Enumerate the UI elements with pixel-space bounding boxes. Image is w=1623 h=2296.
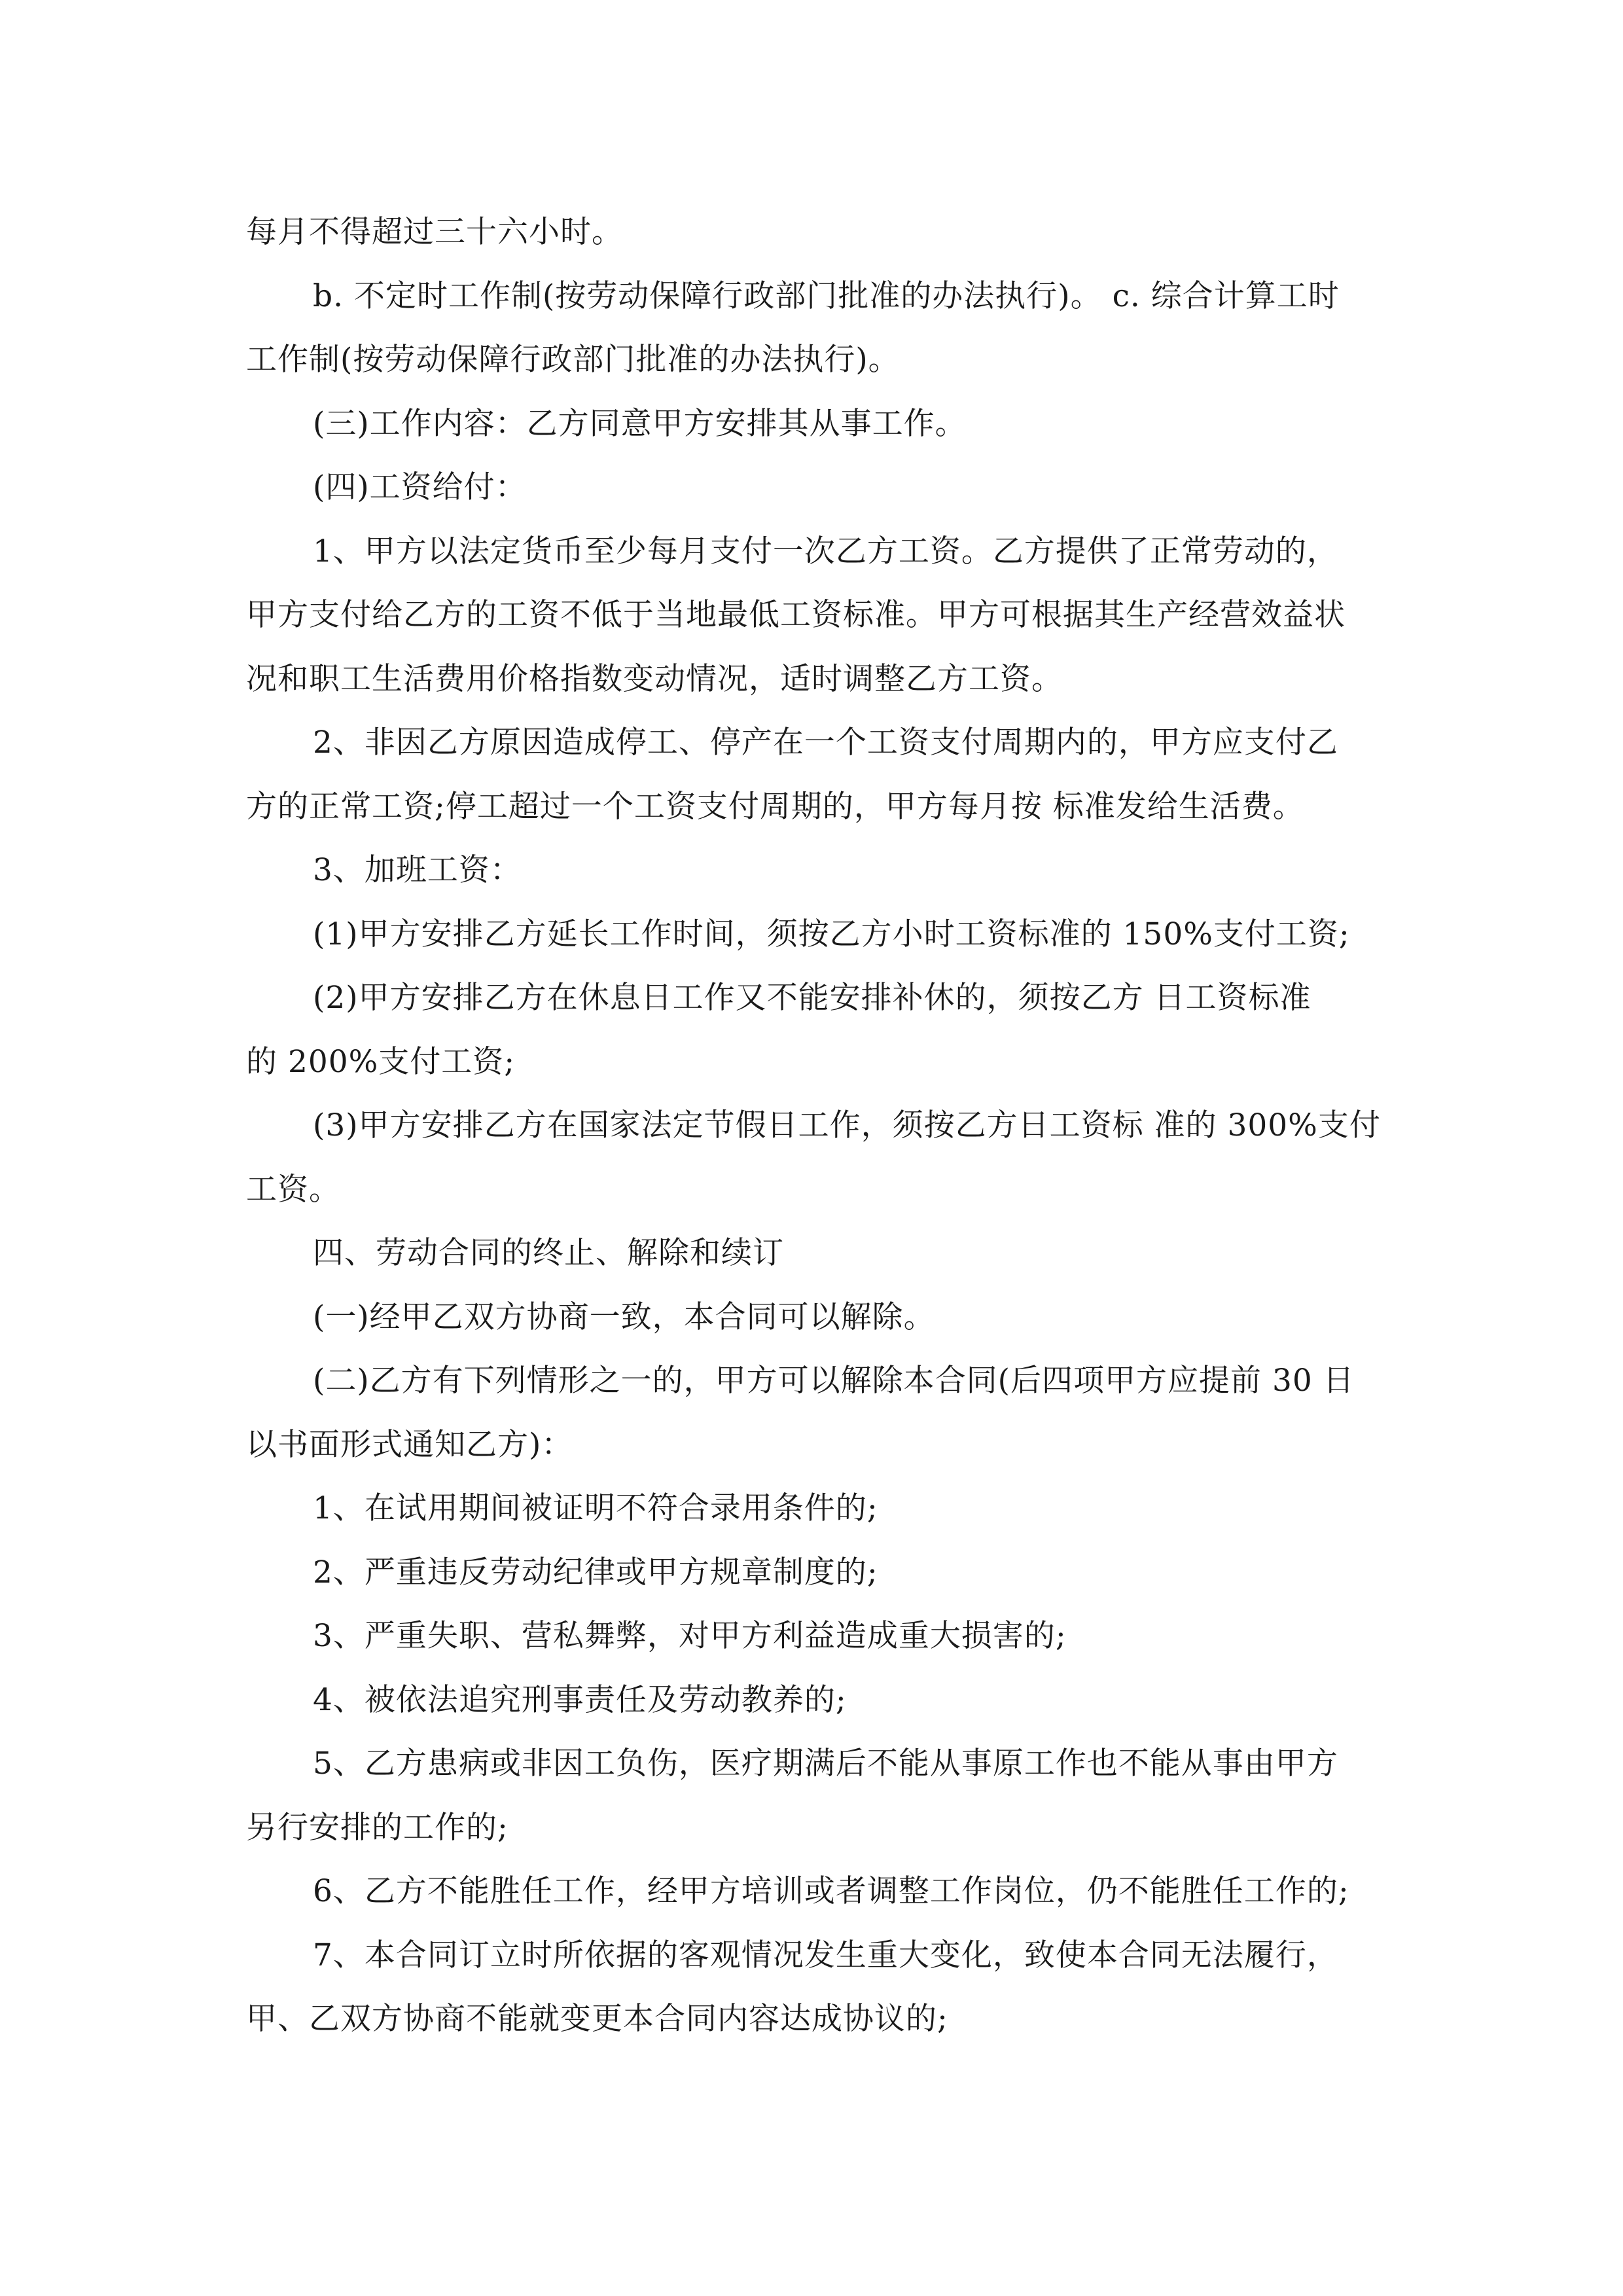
text-line: (3)甲方安排乙方在国家法定节假日工作，须按乙方日工资标 准的 300%支付	[313, 1107, 1381, 1143]
text-line: 工作制(按劳动保障行政部门批准的办法执行)。	[246, 342, 900, 378]
text-line: (1)甲方安排乙方延长工作时间，须按乙方小时工资标准的 150%支付工资;	[313, 916, 1350, 952]
text-line: 工资。	[246, 1171, 340, 1208]
list-item: 1、在试用期间被证明不符合录用条件的;	[313, 1490, 878, 1526]
text-line: b. 不定时工作制(按劳动保障行政部门批准的办法执行)。 c. 综合计算工时	[313, 278, 1340, 314]
text-line: 每月不得超过三十六小时。	[246, 214, 623, 250]
list-item: 6、乙方不能胜任工作，经甲方培训或者调整工作岗位，仍不能胜任工作的;	[313, 1873, 1349, 1909]
text-line: (三)工作内容：乙方同意甲方安排其从事工作。	[313, 405, 967, 442]
text-line: 方的正常工资;停工超过一个工资支付周期的，甲方每月按 标准发给生活费。	[246, 788, 1304, 825]
text-line: 以书面形式通知乙方)：	[246, 1426, 573, 1463]
text-line: 3、加班工资：	[313, 852, 522, 888]
text-line: (一)经甲乙双方协商一致，本合同可以解除。	[313, 1299, 935, 1335]
list-item: 5、乙方患病或非因工负伤，医疗期满后不能从事原工作也不能从事由甲方	[313, 1746, 1338, 1782]
text-line: 另行安排的工作的;	[246, 1809, 508, 1846]
text-line: 1、甲方以法定货币至少每月支付一次乙方工资。乙方提供了正常劳动的，	[313, 533, 1338, 569]
document-body	[246, 200, 1393, 2051]
text-line: 的 200%支付工资;	[246, 1043, 516, 1080]
text-line: 甲、乙双方协商不能就变更本合同内容达成协议的;	[246, 2001, 948, 2037]
text-line: (四)工资给付：	[313, 469, 527, 505]
text-line: 况和职工生活费用价格指数变动情况，适时调整乙方工资。	[246, 660, 1063, 697]
text-line: (二)乙方有下列情形之一的，甲方可以解除本合同(后四项甲方应提前 30 日	[313, 1363, 1355, 1399]
list-item: 4、被依法追究刑事责任及劳动教养的;	[313, 1681, 847, 1718]
list-item: 3、严重失职、营私舞弊，对甲方利益造成重大损害的;	[313, 1618, 1067, 1654]
text-line: 甲方支付给乙方的工资不低于当地最低工资标准。甲方可根据其生产经营效益状	[246, 597, 1346, 633]
text-line: 2、非因乙方原因造成停工、停产在一个工资支付周期内的，甲方应支付乙	[313, 725, 1338, 761]
section-heading: 四、劳动合同的终止、解除和续订	[313, 1235, 784, 1271]
list-item: 2、严重违反劳动纪律或甲方规章制度的;	[313, 1554, 878, 1590]
text-line: (2)甲方安排乙方在休息日工作又不能安排补休的，须按乙方 日工资标准	[313, 980, 1311, 1016]
list-item: 7、本合同订立时所依据的客观情况发生重大变化，致使本合同无法履行，	[313, 1937, 1338, 1973]
